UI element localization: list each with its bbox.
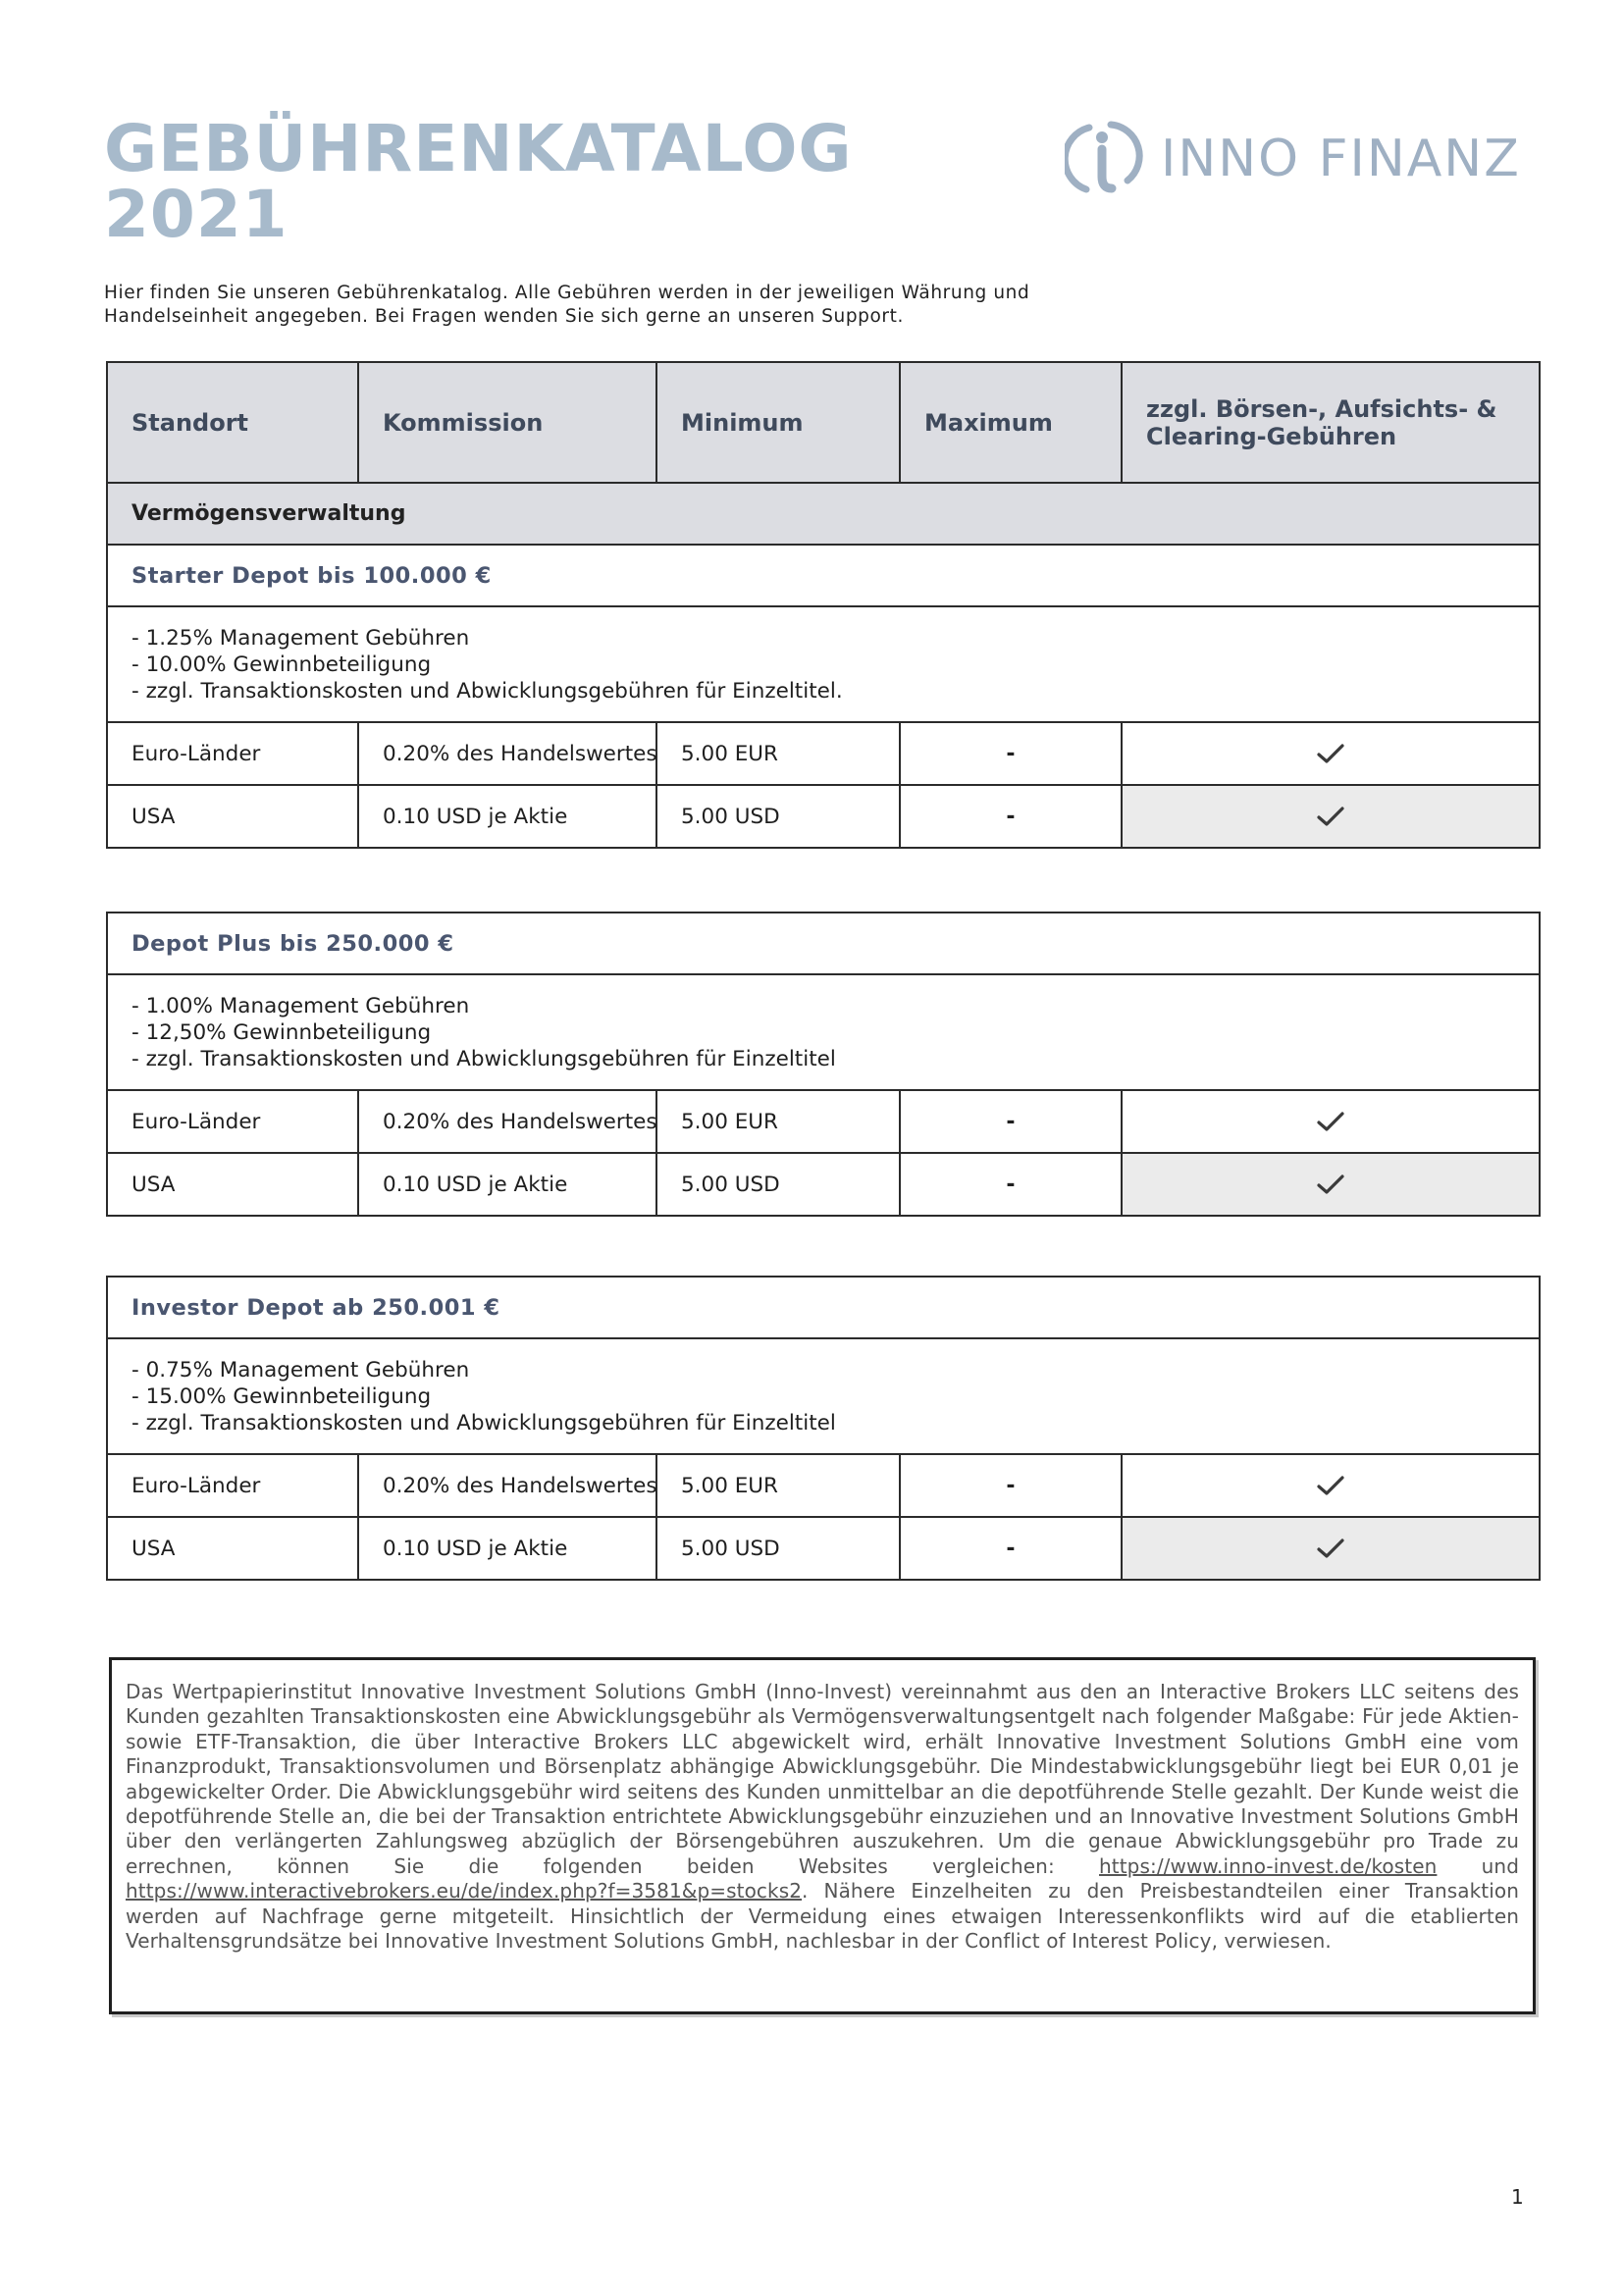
- column-header-kommission: Kommission: [358, 362, 656, 483]
- table-header-row: [107, 362, 1540, 483]
- table-row: [107, 1153, 1540, 1216]
- description-line: - 10.00% Gewinnbeteiligung: [131, 652, 432, 677]
- description-line: - 1.00% Management Gebühren: [131, 993, 470, 1018]
- table-row: [107, 722, 1540, 785]
- column-header-maximum: Maximum: [900, 362, 1122, 483]
- category-label: Vermögensverwaltung: [107, 483, 1540, 545]
- cell-maximum: -: [900, 1454, 1122, 1517]
- intro-line: Hier finden Sie unseren Gebührenkatalog. Alle Gebühren werden in der jeweiligen Währung und: [104, 283, 1030, 303]
- table-row: [107, 785, 1540, 848]
- page-title: [104, 111, 853, 252]
- fee-table-plus: [106, 912, 1541, 1217]
- cell-minimum: 5.00 USD: [656, 785, 900, 848]
- description-line: - 0.75% Management Gebühren: [131, 1357, 470, 1382]
- description-line: - 12,50% Gewinnbeteiligung: [131, 1019, 432, 1045]
- column-header-fees-line: zzgl. Börsen-, Aufsichts- &: [1146, 394, 1497, 423]
- cell-maximum: -: [900, 785, 1122, 848]
- package-title: Investor Depot ab 250.001 €: [107, 1277, 1540, 1338]
- package-description-row: [107, 606, 1540, 722]
- disclaimer-box: [109, 1657, 1536, 2014]
- checkmark-icon: [1317, 806, 1344, 827]
- package-title-row: [107, 545, 1540, 606]
- checkmark-icon: [1317, 1538, 1344, 1559]
- fee-table-starter: [106, 361, 1541, 849]
- cell-kommission: 0.10 USD je Aktie: [358, 1153, 656, 1216]
- package-description: [107, 606, 1540, 722]
- cell-minimum: 5.00 EUR: [656, 1454, 900, 1517]
- disclaimer-text-part: Das Wertpapierinstitut Innovative Investment Solutions GmbH (Inno-Invest) vereinnahmt aus den an Interactive Brokers LLC seitens des Kunden gezahlten Transaktionskosten eine Abwicklungsgebühr als Vermögensverwaltungsentgelt nach folgender Maßgabe: Für jede Aktien- sowie ETF-Transaktion, die über Interactive Brokers LLC abgewickelt wird, erhält Innovative Investment Solutions GmbH eine vom Finanzprodukt, Transaktionsvolumen und Börsenplatz abhängige Abwicklungsgebühr. Die Mindestabwicklungsgebühr liegt bei EUR 0,01 je abgewickelter Order. Die Abwicklungsgebühr wird seitens des Kunden unmittelbar an die depotführende Stelle gezahlt. Der Kunde weist die depotführende Stelle an, die bei der Transaktion entrichtete Abwicklungsgebühr einzuziehen und an Innovative Investment Solutions GmbH über den verlängerten Zahlungsweg abzüglich der Börsengebühren auszukehren. Um die genaue Abwicklungsgebühr pro Trade zu errechnen, können Sie die folgenden beiden Websites vergleichen:: [126, 1680, 1519, 1878]
- column-header-fees: [1122, 362, 1540, 483]
- cell-standort: Euro-Länder: [107, 722, 358, 785]
- cell-maximum: -: [900, 1090, 1122, 1153]
- link-interactive-brokers[interactable]: https://www.interactivebrokers.eu/de/index.php?f=3581&p=stocks2: [126, 1879, 803, 1904]
- title-year: 2021: [104, 177, 288, 252]
- cell-fees-included: [1122, 785, 1540, 848]
- cell-standort: Euro-Länder: [107, 1454, 358, 1517]
- package-title-row: [107, 913, 1540, 974]
- description-line: - 15.00% Gewinnbeteiligung: [131, 1383, 432, 1409]
- logo-text: INNO FINANZ: [1161, 130, 1521, 188]
- column-header-standort: Standort: [107, 362, 358, 483]
- cell-standort: USA: [107, 1153, 358, 1216]
- package-description-row: [107, 1338, 1540, 1454]
- brand-logo: [1065, 116, 1536, 200]
- checkmark-icon: [1317, 1475, 1344, 1496]
- cell-fees-included: [1122, 722, 1540, 785]
- category-row: [107, 483, 1540, 545]
- cell-kommission: 0.10 USD je Aktie: [358, 785, 656, 848]
- cell-minimum: 5.00 EUR: [656, 722, 900, 785]
- cell-minimum: 5.00 USD: [656, 1517, 900, 1580]
- column-header-fees-line: Clearing-Gebühren: [1146, 422, 1397, 450]
- package-title-row: [107, 1277, 1540, 1338]
- inno-finanz-logo-icon: [1065, 116, 1143, 200]
- table-row: [107, 1517, 1540, 1580]
- cell-minimum: 5.00 EUR: [656, 1090, 900, 1153]
- page-number: 1: [1511, 2185, 1524, 2209]
- cell-maximum: -: [900, 1153, 1122, 1216]
- description-line: - zzgl. Transaktionskosten und Abwicklungsgebühren für Einzeltitel: [131, 1410, 836, 1435]
- disclaimer-text-part: und: [1437, 1853, 1519, 1878]
- cell-fees-included: [1122, 1454, 1540, 1517]
- cell-standort: Euro-Länder: [107, 1090, 358, 1153]
- package-description: [107, 1338, 1540, 1454]
- cell-kommission: 0.10 USD je Aktie: [358, 1517, 656, 1580]
- cell-standort: USA: [107, 1517, 358, 1580]
- checkmark-icon: [1317, 1174, 1344, 1195]
- cell-standort: USA: [107, 785, 358, 848]
- title-line: GEBÜHRENKATALOG: [104, 111, 853, 186]
- intro-line: Handelseinheit angegeben. Bei Fragen wenden Sie sich gerne an unseren Support.: [104, 306, 904, 327]
- cell-kommission: 0.20% des Handelswertes: [358, 1454, 656, 1517]
- cell-kommission: 0.20% des Handelswertes: [358, 1090, 656, 1153]
- checkmark-icon: [1317, 743, 1344, 764]
- description-line: - zzgl. Transaktionskosten und Abwicklungsgebühren für Einzeltitel.: [131, 678, 843, 704]
- disclaimer-text: [126, 1680, 1519, 1954]
- package-title: Starter Depot bis 100.000 €: [107, 545, 1540, 606]
- cell-kommission: 0.20% des Handelswertes: [358, 722, 656, 785]
- disclaimer-text-part: . Nähere Einzelheiten zu den Preisbestandteilen einer Transaktion werden auf Nachfrage gerne mitgeteilt. Hinsichtlich der Vermeidung eines etwaigen Interessenkonflikts wird auf die etablierten Verhaltensgrundsätze bei Innovative Investment Solutions GmbH, nachlesbar in der Conflict of Interest Policy, verwiesen.: [126, 1879, 1519, 1954]
- intro-text: [104, 282, 1085, 329]
- cell-maximum: -: [900, 1517, 1122, 1580]
- cell-maximum: -: [900, 722, 1122, 785]
- package-description-row: [107, 974, 1540, 1090]
- package-title: Depot Plus bis 250.000 €: [107, 913, 1540, 974]
- cell-fees-included: [1122, 1517, 1540, 1580]
- table-row: [107, 1454, 1540, 1517]
- cell-minimum: 5.00 USD: [656, 1153, 900, 1216]
- table-row: [107, 1090, 1540, 1153]
- cell-fees-included: [1122, 1153, 1540, 1216]
- column-header-minimum: Minimum: [656, 362, 900, 483]
- checkmark-icon: [1317, 1111, 1344, 1132]
- description-line: - 1.25% Management Gebühren: [131, 625, 470, 651]
- cell-fees-included: [1122, 1090, 1540, 1153]
- description-line: - zzgl. Transaktionskosten und Abwicklungsgebühren für Einzeltitel: [131, 1046, 836, 1071]
- package-description: [107, 974, 1540, 1090]
- link-inno-invest-kosten[interactable]: https://www.inno-invest.de/kosten: [1099, 1853, 1438, 1878]
- fee-table-investor: [106, 1276, 1541, 1581]
